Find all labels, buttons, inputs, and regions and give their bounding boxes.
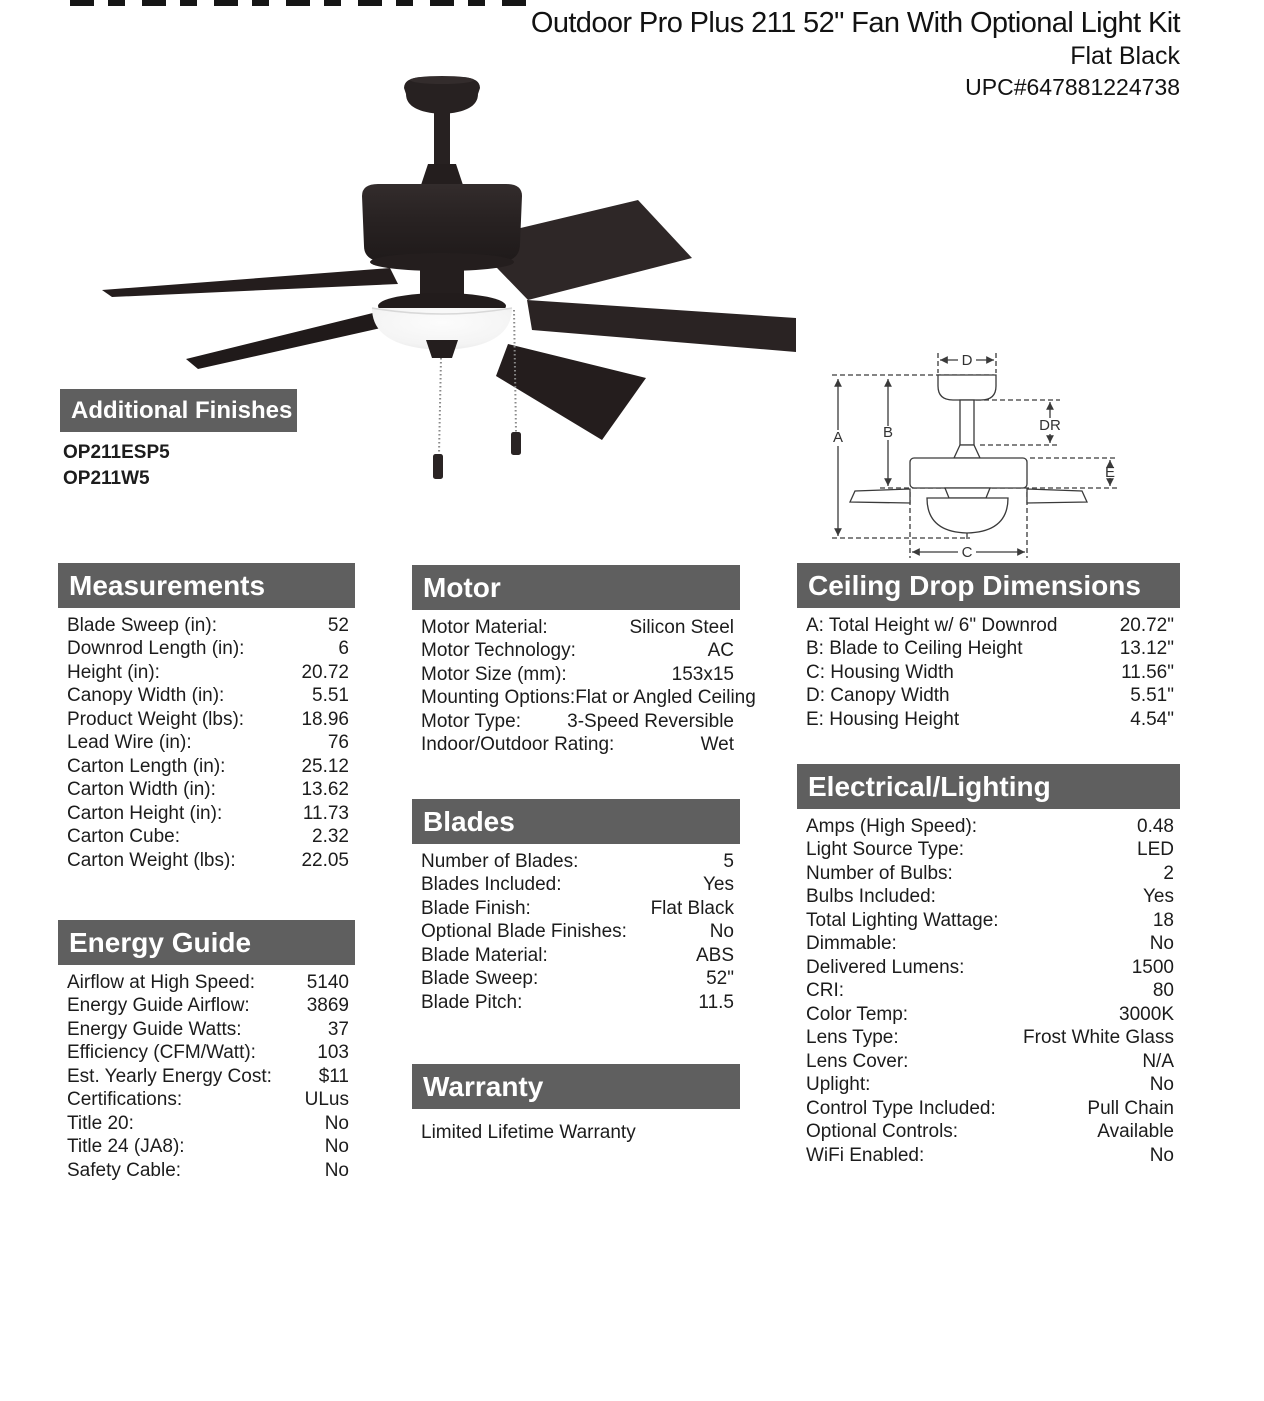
pull-chain-handle xyxy=(433,454,443,479)
spec-value: 153x15 xyxy=(671,663,734,685)
spec-label: Control Type Included: xyxy=(806,1097,996,1119)
spec-row xyxy=(67,971,349,995)
spec-value: 13.62 xyxy=(301,779,349,801)
spec-label: Product Weight (lbs): xyxy=(67,708,245,730)
spec-label: Carton Width (in): xyxy=(67,779,216,801)
ceiling-drop-table xyxy=(797,608,1180,732)
spec-label: Optional Blade Finishes: xyxy=(421,921,627,943)
spec-label: Color Temp: xyxy=(806,1003,909,1025)
spec-value: ABS xyxy=(695,944,734,966)
spec-row xyxy=(806,1027,1174,1051)
spec-row xyxy=(806,815,1174,839)
spec-label: Light Source Type: xyxy=(806,839,965,861)
section-energy-guide xyxy=(58,920,355,1183)
spec-label: Lens Type: xyxy=(806,1027,899,1049)
spec-value: 80 xyxy=(1152,980,1174,1002)
warranty-text: Limited Lifetime Warranty xyxy=(421,1122,636,1143)
spec-row xyxy=(421,687,756,711)
spec-label: Downrod Length (in): xyxy=(67,638,245,660)
spec-row xyxy=(421,921,734,945)
section-header-ceiling-drop-dimensions: Ceiling Drop Dimensions xyxy=(797,563,1180,608)
spec-value: Flat Black xyxy=(650,897,734,919)
section-header-motor: Motor xyxy=(412,565,740,610)
spec-label: Carton Weight (lbs): xyxy=(67,849,236,871)
spec-value: 5.51" xyxy=(1130,685,1174,707)
spec-row xyxy=(421,874,734,898)
section-header-electrical-lighting: Electrical/Lighting xyxy=(797,764,1180,809)
spec-row xyxy=(806,980,1174,1004)
spec-label: Motor Technology: xyxy=(421,640,576,662)
spec-value: No xyxy=(1149,1074,1174,1096)
pull-chain xyxy=(514,310,516,432)
spec-label: Safety Cable: xyxy=(67,1159,182,1181)
spec-value: 4.54" xyxy=(1130,708,1174,730)
dim-label-a: A xyxy=(832,429,844,446)
spec-row xyxy=(421,710,734,734)
spec-label: Height (in): xyxy=(67,661,160,683)
spec-value: N/A xyxy=(1142,1050,1174,1072)
section-additional-finishes xyxy=(60,389,297,492)
spec-row xyxy=(67,1018,349,1042)
spec-label: Title 24 (JA8): xyxy=(67,1136,185,1158)
section-blades xyxy=(412,799,740,1015)
spec-row xyxy=(67,755,349,779)
spec-label: D: Canopy Width xyxy=(806,685,950,707)
spec-row xyxy=(806,1050,1174,1074)
spec-label: Carton Cube: xyxy=(67,826,181,848)
spec-label: CRI: xyxy=(806,980,844,1002)
spec-row xyxy=(67,1112,349,1136)
motor-table xyxy=(412,610,756,757)
spec-row xyxy=(67,849,349,873)
spec-label: Bulbs Included: xyxy=(806,886,936,908)
spec-row xyxy=(67,685,349,709)
section-electrical-lighting xyxy=(797,764,1180,1168)
spec-row xyxy=(806,1097,1174,1121)
spec-label: E: Housing Height xyxy=(806,708,960,730)
spec-label: Est. Yearly Energy Cost: xyxy=(67,1065,272,1087)
spec-value: AC xyxy=(707,640,734,662)
spec-value: 5.51 xyxy=(312,685,349,707)
cropped-text-fragment xyxy=(70,0,532,6)
spec-value: 3000K xyxy=(1119,1003,1174,1025)
spec-row xyxy=(421,663,734,687)
section-ceiling-drop-dimensions xyxy=(797,563,1180,732)
spec-label: Motor Type: xyxy=(421,710,521,732)
spec-row xyxy=(421,640,734,664)
spec-row xyxy=(67,732,349,756)
fan-downrod xyxy=(434,112,450,166)
spec-label: Indoor/Outdoor Rating: xyxy=(421,734,615,756)
spec-value: 1500 xyxy=(1131,956,1174,978)
spec-label: Blade Sweep (in): xyxy=(67,614,217,636)
spec-label: Certifications: xyxy=(67,1089,183,1111)
spec-row xyxy=(421,734,734,758)
spec-value: No xyxy=(1149,933,1174,955)
spec-value: Silicon Steel xyxy=(629,616,734,638)
spec-row xyxy=(806,839,1174,863)
spec-row xyxy=(67,1065,349,1089)
spec-value: 11.5 xyxy=(698,991,734,1013)
fan-blade xyxy=(527,300,796,352)
electrical-lighting-table xyxy=(797,809,1180,1168)
spec-value: Available xyxy=(1097,1121,1174,1143)
spec-value: 6 xyxy=(338,638,349,660)
spec-value: 2 xyxy=(1163,862,1174,884)
spec-row xyxy=(806,685,1174,709)
spec-label: Mounting Options: xyxy=(421,687,576,709)
spec-value: 13.12" xyxy=(1119,638,1174,660)
spec-value: 18.96 xyxy=(301,708,349,730)
spec-value: LED xyxy=(1137,839,1174,861)
spec-row xyxy=(67,661,349,685)
blades-table xyxy=(412,844,740,1015)
spec-label: B: Blade to Ceiling Height xyxy=(806,638,1023,660)
fan-motor-housing xyxy=(362,184,522,262)
spec-row xyxy=(806,1074,1174,1098)
page-title: Outdoor Pro Plus 211 52" Fan With Optional Light Kit xyxy=(530,7,1180,39)
spec-label: WiFi Enabled: xyxy=(806,1144,925,1166)
spec-value: $11 xyxy=(318,1065,349,1087)
spec-value: 52 xyxy=(327,614,349,636)
spec-value: 2.32 xyxy=(312,826,349,848)
spec-label: Canopy Width (in): xyxy=(67,685,225,707)
spec-row xyxy=(806,638,1174,662)
spec-row xyxy=(806,1121,1174,1145)
ceiling-drop-diagram xyxy=(822,342,1158,568)
spec-value: No xyxy=(1149,1144,1174,1166)
spec-row xyxy=(421,850,734,874)
spec-row xyxy=(421,897,734,921)
spec-value: Wet xyxy=(700,734,734,756)
section-header-measurements: Measurements xyxy=(58,563,355,608)
spec-label: Carton Length (in): xyxy=(67,755,226,777)
spec-row xyxy=(806,661,1174,685)
spec-row xyxy=(67,1159,349,1183)
spec-value: 3869 xyxy=(306,995,349,1017)
spec-row xyxy=(67,779,349,803)
spec-value: Pull Chain xyxy=(1087,1097,1174,1119)
spec-label: Blade Pitch: xyxy=(421,991,523,1013)
spec-value: 5140 xyxy=(306,971,349,993)
pull-chain-handle xyxy=(511,432,521,455)
spec-label: Lens Cover: xyxy=(806,1050,909,1072)
fan-blade xyxy=(102,268,398,297)
spec-label: Number of Bulbs: xyxy=(806,862,953,884)
spec-row xyxy=(67,1136,349,1160)
spec-row xyxy=(67,614,349,638)
section-header-warranty: Warranty xyxy=(412,1064,740,1109)
section-header-energy-guide: Energy Guide xyxy=(58,920,355,965)
spec-value: No xyxy=(324,1112,349,1134)
spec-label: Delivered Lumens: xyxy=(806,956,965,978)
spec-label: Efficiency (CFM/Watt): xyxy=(67,1042,256,1064)
spec-row xyxy=(421,968,734,992)
spec-label: Blade Finish: xyxy=(421,897,531,919)
fan-finial xyxy=(426,340,458,358)
pull-chain xyxy=(439,358,441,454)
spec-value: 76 xyxy=(327,732,349,754)
spec-label: C: Housing Width xyxy=(806,661,954,683)
section-header-additional-finishes: Additional Finishes xyxy=(60,389,297,432)
spec-value: No xyxy=(324,1136,349,1158)
spec-row xyxy=(421,616,734,640)
spec-label: Energy Guide Airflow: xyxy=(67,995,250,1017)
spec-label: Blades Included: xyxy=(421,874,562,896)
spec-value: 22.05 xyxy=(301,849,349,871)
spec-row xyxy=(421,944,734,968)
spec-row xyxy=(806,708,1174,732)
spec-label: Total Lighting Wattage: xyxy=(806,909,999,931)
spec-value: 20.72" xyxy=(1119,614,1174,636)
dim-label-d: D xyxy=(961,352,973,369)
spec-label: Optional Controls: xyxy=(806,1121,959,1143)
spec-value: 3-Speed Reversible xyxy=(567,710,734,732)
spec-row xyxy=(806,909,1174,933)
spec-row xyxy=(67,1042,349,1066)
spec-label: Motor Size (mm): xyxy=(421,663,567,685)
spec-value: 0.48 xyxy=(1137,815,1174,837)
finish-code: OP211ESP5 xyxy=(63,442,170,463)
spec-label: Title 20: xyxy=(67,1112,134,1134)
spec-label: Amps (High Speed): xyxy=(806,815,978,837)
spec-row xyxy=(67,638,349,662)
section-motor xyxy=(412,565,756,757)
spec-label: A: Total Height w/ 6" Downrod xyxy=(806,614,1058,636)
spec-row xyxy=(806,933,1174,957)
dim-label-e: E xyxy=(1104,464,1116,481)
spec-row xyxy=(806,886,1174,910)
spec-value: Flat or Angled Ceiling xyxy=(575,687,756,709)
spec-value: 18 xyxy=(1152,909,1174,931)
spec-row xyxy=(806,614,1174,638)
spec-label: Motor Material: xyxy=(421,616,548,638)
spec-row xyxy=(421,991,734,1015)
spec-row xyxy=(806,862,1174,886)
spec-row xyxy=(67,1089,349,1113)
spec-value: 37 xyxy=(327,1018,349,1040)
spec-label: Lead Wire (in): xyxy=(67,732,192,754)
spec-value: Yes xyxy=(703,874,734,896)
spec-value: 103 xyxy=(317,1042,349,1064)
spec-label: Blade Sweep: xyxy=(421,968,539,990)
fan-blade xyxy=(496,344,646,440)
spec-value: 11.73 xyxy=(302,802,349,824)
spec-label: Energy Guide Watts: xyxy=(67,1018,242,1040)
energy-guide-table xyxy=(58,965,355,1183)
spec-row xyxy=(67,802,349,826)
dim-label-c: C xyxy=(961,544,973,561)
finish-codes xyxy=(63,440,297,492)
spec-row xyxy=(67,826,349,850)
spec-row xyxy=(806,1144,1174,1168)
measurements-table xyxy=(58,608,355,873)
dim-label-b: B xyxy=(882,424,894,441)
spec-value: Frost White Glass xyxy=(1023,1027,1174,1049)
section-warranty xyxy=(412,1064,740,1144)
spec-row xyxy=(67,708,349,732)
upc-code: UPC#647881224738 xyxy=(965,74,1180,100)
spec-value: No xyxy=(324,1159,349,1181)
spec-value: ULus xyxy=(304,1089,349,1111)
spec-label: Number of Blades: xyxy=(421,850,579,872)
spec-value: 5 xyxy=(723,850,734,872)
spec-value: No xyxy=(709,921,734,943)
spec-label: Dimmable: xyxy=(806,933,897,955)
spec-row xyxy=(67,995,349,1019)
spec-value: 25.12 xyxy=(301,755,349,777)
spec-value: 20.72 xyxy=(301,661,349,683)
finish-name: Flat Black xyxy=(1070,42,1180,70)
section-header-blades: Blades xyxy=(412,799,740,844)
dim-label-dr: DR xyxy=(1039,417,1061,434)
finish-code: OP211W5 xyxy=(63,468,150,489)
spec-value: 11.56" xyxy=(1121,661,1174,683)
spec-value: Yes xyxy=(1143,886,1174,908)
spec-label: Airflow at High Speed: xyxy=(67,971,255,993)
section-measurements xyxy=(58,563,355,873)
spec-label: Carton Height (in): xyxy=(67,802,223,824)
spec-row xyxy=(806,1003,1174,1027)
spec-label: Blade Material: xyxy=(421,944,548,966)
spec-value: 52" xyxy=(706,968,734,990)
spec-row xyxy=(806,956,1174,980)
spec-label: Uplight: xyxy=(806,1074,871,1096)
